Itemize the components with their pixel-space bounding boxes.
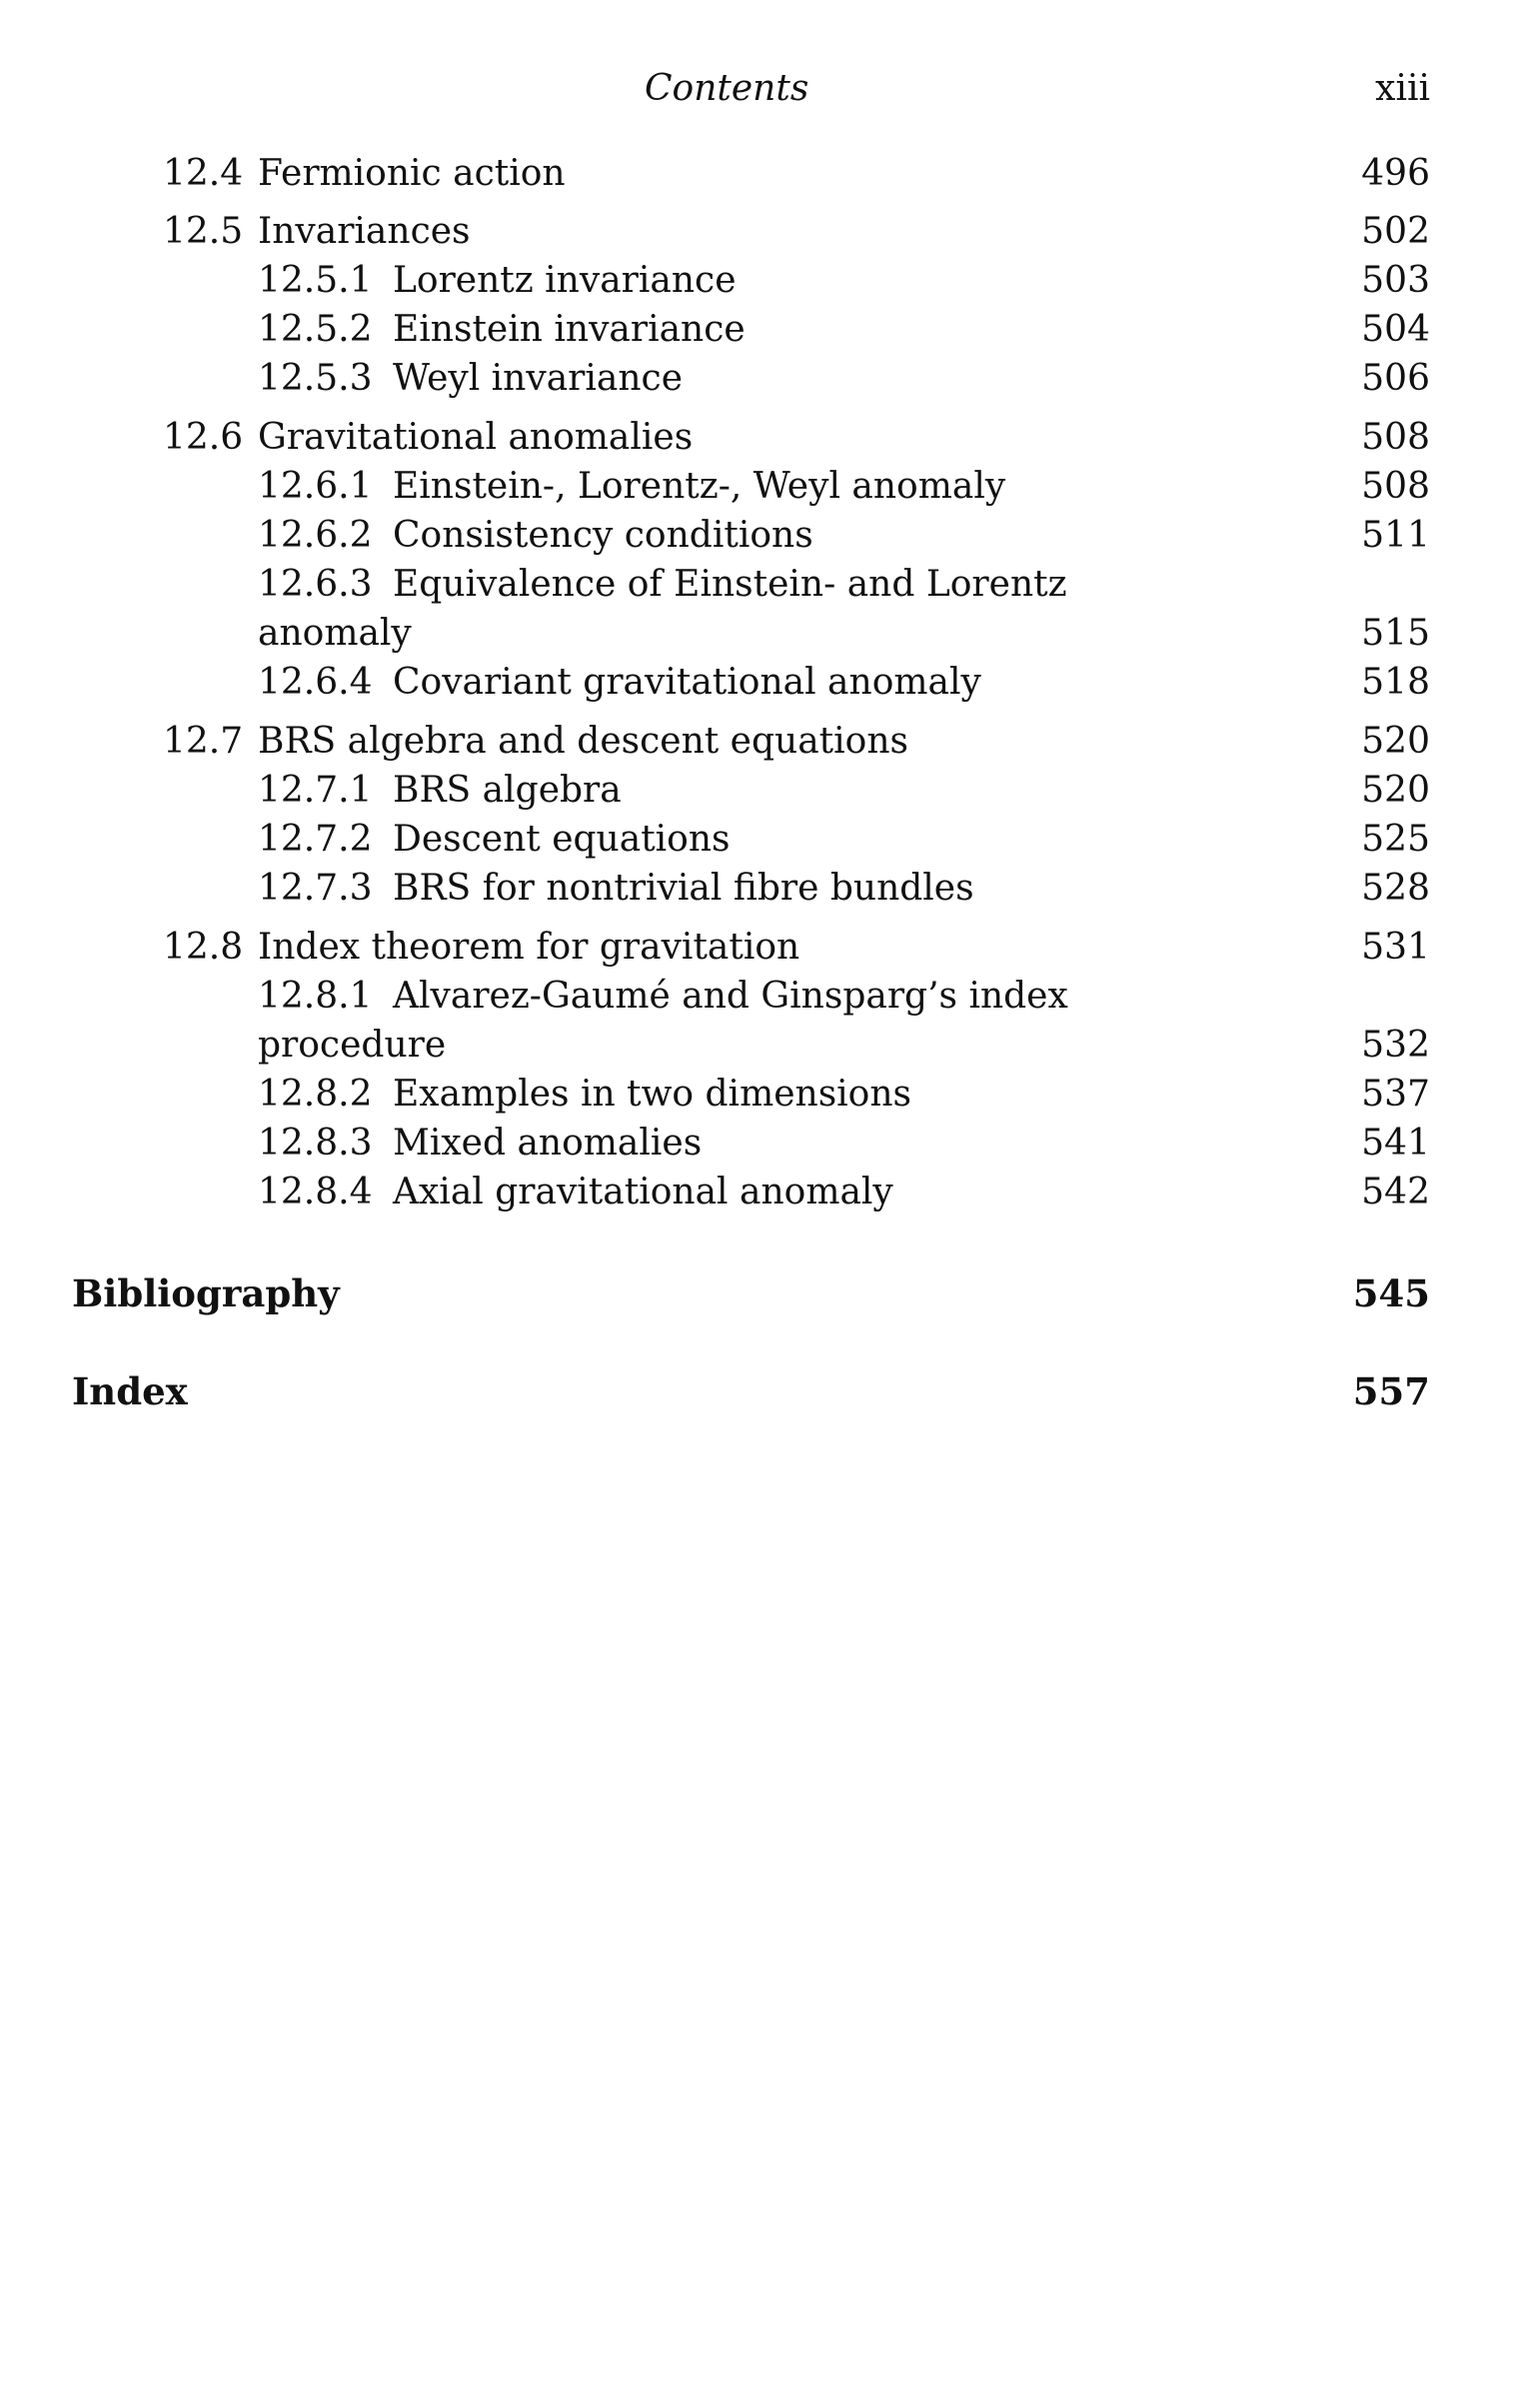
subsection-title: Consistency conditions — [393, 515, 813, 556]
page-number: xiii — [1375, 68, 1430, 109]
running-title: Contents — [645, 68, 809, 109]
section-number: 12.6 — [163, 417, 244, 458]
page-ref: 508 — [1361, 466, 1430, 507]
page-ref: 545 — [1352, 1271, 1430, 1315]
subsection-title: Weyl invariance — [393, 358, 684, 399]
page-ref: 502 — [1361, 211, 1430, 252]
subsection-title: Alvarez-Gaumé and Ginsparg’s index — [393, 976, 1068, 1017]
subsection-number: 12.8.1 — [258, 976, 373, 1017]
subsection-number: 12.5.3 — [258, 358, 373, 399]
subsection-title-continued: procedure — [258, 1025, 447, 1066]
subsection-title: BRS for nontrivial fibre bundles — [393, 868, 974, 909]
subsection-number: 12.7.2 — [258, 819, 373, 860]
subsection-title-continued: anomaly — [258, 613, 412, 654]
page-ref: 518 — [1361, 662, 1430, 703]
subsection-number: 12.6.2 — [258, 515, 373, 556]
subsection-number: 12.5.1 — [258, 260, 373, 301]
section-number: 12.7 — [163, 721, 244, 762]
page-ref: 503 — [1361, 260, 1430, 301]
section-title: Fermionic action — [258, 153, 566, 194]
section-number: 12.5 — [163, 211, 244, 252]
page-ref: 542 — [1361, 1172, 1430, 1212]
subsection-title: BRS algebra — [393, 770, 622, 811]
subsection-number: 12.8.2 — [258, 1074, 373, 1115]
subsection-number: 12.7.3 — [258, 868, 373, 909]
subsection-number: 12.7.1 — [258, 770, 373, 811]
section-title: Index theorem for gravitation — [258, 927, 800, 968]
page-ref: 531 — [1361, 927, 1430, 968]
subsection-number: 12.8.3 — [258, 1123, 373, 1164]
page-ref: 511 — [1361, 515, 1430, 556]
subsection-title: Mixed anomalies — [393, 1123, 703, 1164]
page-ref: 528 — [1361, 868, 1430, 909]
subsection-number: 12.6.1 — [258, 466, 373, 507]
page-ref: 515 — [1361, 613, 1430, 654]
section-title: Gravitational anomalies — [258, 417, 694, 458]
subsection-title: Axial gravitational anomaly — [393, 1172, 893, 1212]
chapter-title: Index — [72, 1369, 188, 1413]
subsection-number: 12.6.3 — [258, 564, 373, 605]
page-ref: 541 — [1361, 1123, 1430, 1164]
subsection-title: Examples in two dimensions — [393, 1074, 912, 1115]
chapter-title: Bibliography — [72, 1271, 340, 1315]
subsection-number: 12.8.4 — [258, 1172, 373, 1212]
page-ref: 506 — [1361, 358, 1430, 399]
page-ref: 496 — [1361, 153, 1430, 194]
page-ref: 508 — [1361, 417, 1430, 458]
subsection-number: 12.6.4 — [258, 662, 373, 703]
subsection-number: 12.5.2 — [258, 309, 373, 350]
subsection-title: Covariant gravitational anomaly — [393, 662, 981, 703]
page-ref: 537 — [1361, 1074, 1430, 1115]
section-number: 12.4 — [163, 153, 244, 194]
page-ref: 520 — [1361, 721, 1430, 762]
running-head — [0, 68, 1518, 118]
page-ref: 557 — [1352, 1369, 1430, 1413]
page-ref: 504 — [1361, 309, 1430, 350]
page-ref: 532 — [1361, 1025, 1430, 1066]
subsection-title: Equivalence of Einstein- and Lorentz — [393, 564, 1067, 605]
subsection-title: Einstein-, Lorentz-, Weyl anomaly — [393, 466, 1006, 507]
section-title: BRS algebra and descent equations — [258, 721, 908, 762]
subsection-title: Einstein invariance — [393, 309, 746, 350]
subsection-title: Descent equations — [393, 819, 731, 860]
page-ref: 520 — [1361, 770, 1430, 811]
section-number: 12.8 — [163, 927, 244, 968]
subsection-title: Lorentz invariance — [393, 260, 737, 301]
page-ref: 525 — [1361, 819, 1430, 860]
section-title: Invariances — [258, 211, 471, 252]
